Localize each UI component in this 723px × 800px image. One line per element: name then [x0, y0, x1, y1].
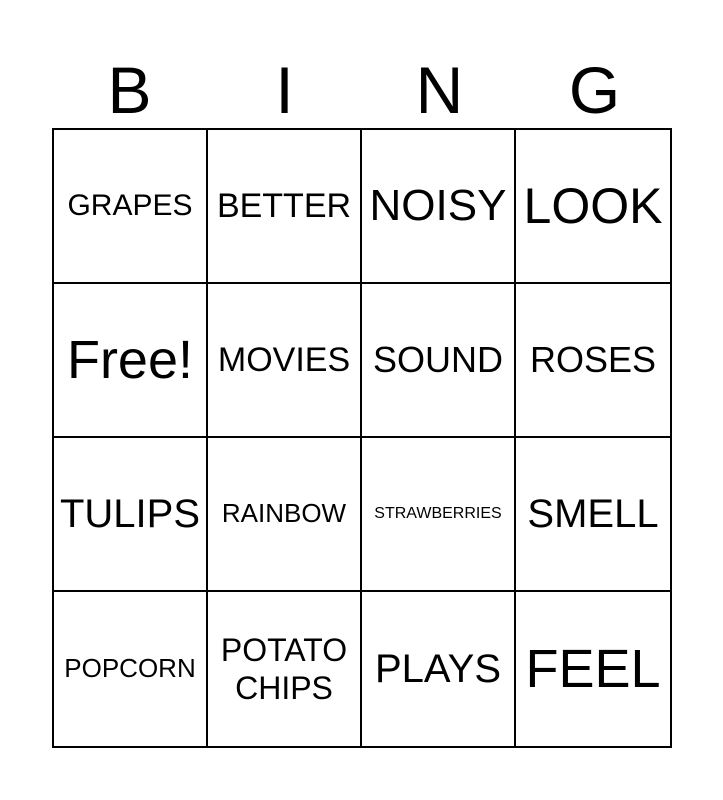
bingo-cell[interactable]: STRAWBERRIES — [362, 438, 516, 592]
bingo-cell[interactable]: NOISY — [362, 130, 516, 284]
bingo-cell[interactable]: TULIPS — [54, 438, 208, 592]
bingo-header — [52, 52, 672, 128]
bingo-cell[interactable]: MOVIES — [208, 284, 362, 438]
bingo-cell[interactable]: FEEL — [525, 638, 661, 699]
bingo-cell[interactable]: RAINBOW — [208, 438, 362, 592]
header-letter-i: I — [275, 53, 294, 127]
bingo-cell[interactable]: LOOK — [516, 130, 670, 284]
bingo-cell[interactable]: PLAYS — [362, 592, 516, 746]
bingo-cell[interactable]: SMELL — [516, 438, 670, 592]
bingo-cell[interactable]: SOUND — [362, 284, 516, 438]
header-letter-g: G — [568, 53, 621, 127]
header-letter-n: N — [415, 53, 464, 127]
header-letter-b: B — [107, 53, 152, 127]
free-space-cell[interactable]: Free! — [54, 284, 208, 438]
bingo-cell[interactable]: BETTER — [208, 130, 362, 284]
bingo-board — [52, 128, 672, 748]
bingo-cell[interactable]: POTATO CHIPS — [208, 592, 362, 746]
bingo-cell[interactable]: POPCORN — [54, 592, 208, 746]
bingo-cell[interactable]: ROSES — [516, 284, 670, 438]
bingo-cell[interactable]: GRAPES — [54, 130, 208, 284]
